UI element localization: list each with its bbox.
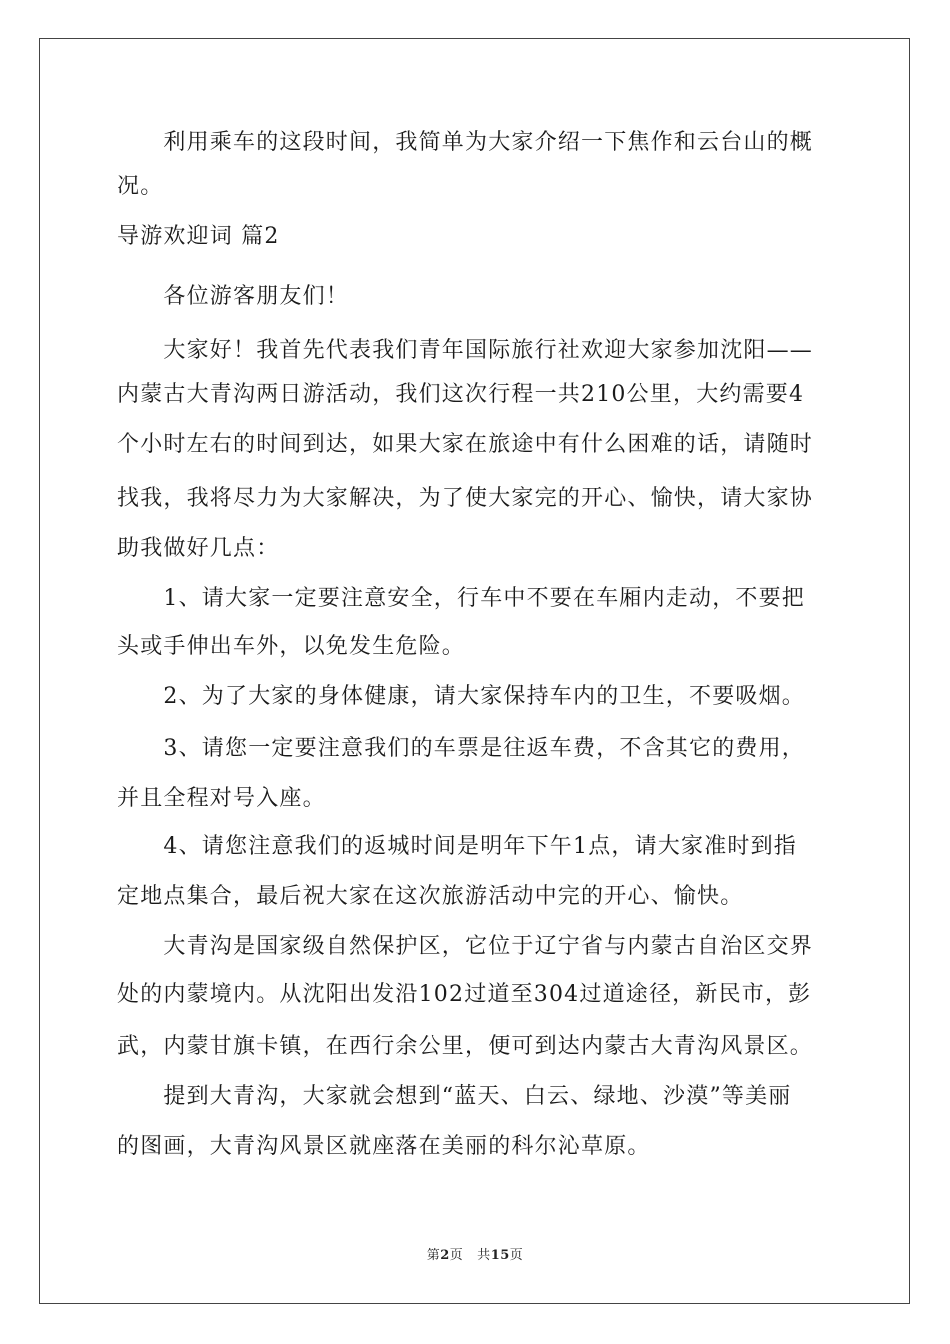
text-line: 助我做好几点： (117, 536, 280, 561)
page-footer (0, 1244, 950, 1263)
text-line: 并且全程对号入座。 (117, 786, 326, 811)
total-prefix: 共 (477, 1248, 491, 1263)
total-unit: 页 (509, 1248, 524, 1263)
text-line: 2、为了大家的身体健康，请大家保持车内的卫生，不要吸烟。 (117, 684, 805, 709)
text-line: 大家好！我首先代表我们青年国际旅行社欢迎大家参加沈阳—— (117, 338, 814, 363)
text-line: 况。 (117, 174, 164, 199)
text-line: 1、请大家一定要注意安全，行车中不要在车厢内走动，不要把 (117, 586, 805, 611)
text-line: 头或手伸出车外，以免发生危险。 (117, 634, 466, 659)
text-line: 武，内蒙甘旗卡镇，在西行余公里，便可到达内蒙古大青沟风景区。 (117, 1034, 814, 1059)
text-line: 3、请您一定要注意我们的车票是往返车费，不含其它的费用， (117, 736, 805, 761)
page-prefix: 第 (426, 1248, 441, 1263)
page-unit: 页 (449, 1248, 464, 1263)
text-line: 大青沟是国家级自然保护区，它位于辽宁省与内蒙古自治区交界 (117, 934, 814, 959)
text-line: 各位游客朋友们！ (117, 284, 350, 309)
text-line: 利用乘车的这段时间，我简单为大家介绍一下焦作和云台山的概 (117, 130, 814, 155)
text-line: 内蒙古大青沟两日游活动，我们这次行程一共210公里，大约需要4 (117, 382, 805, 407)
total-pages: 15 (490, 1248, 510, 1263)
text-line: 提到大青沟，大家就会想到“蓝天、白云、绿地、沙漠”等美丽 (117, 1084, 792, 1109)
text-line: 个小时左右的时间到达，如果大家在旅途中有什么困难的话，请随时 (117, 432, 814, 457)
text-line: 找我，我将尽力为大家解决，为了使大家完的开心、愉快，请大家协 (117, 486, 814, 511)
section-heading: 导游欢迎词 篇2 (117, 224, 280, 249)
page-number: 2 (440, 1248, 450, 1263)
text-line: 4、请您注意我们的返城时间是明年下午1点，请大家准时到指 (117, 834, 797, 859)
text-line: 处的内蒙境内。从沈阳出发沿102过道至304过道途径，新民市，彭 (117, 982, 812, 1007)
text-line: 的图画，大青沟风景区就座落在美丽的科尔沁草原。 (117, 1134, 651, 1159)
text-line: 定地点集合，最后祝大家在这次旅游活动中完的开心、愉快。 (117, 884, 744, 909)
